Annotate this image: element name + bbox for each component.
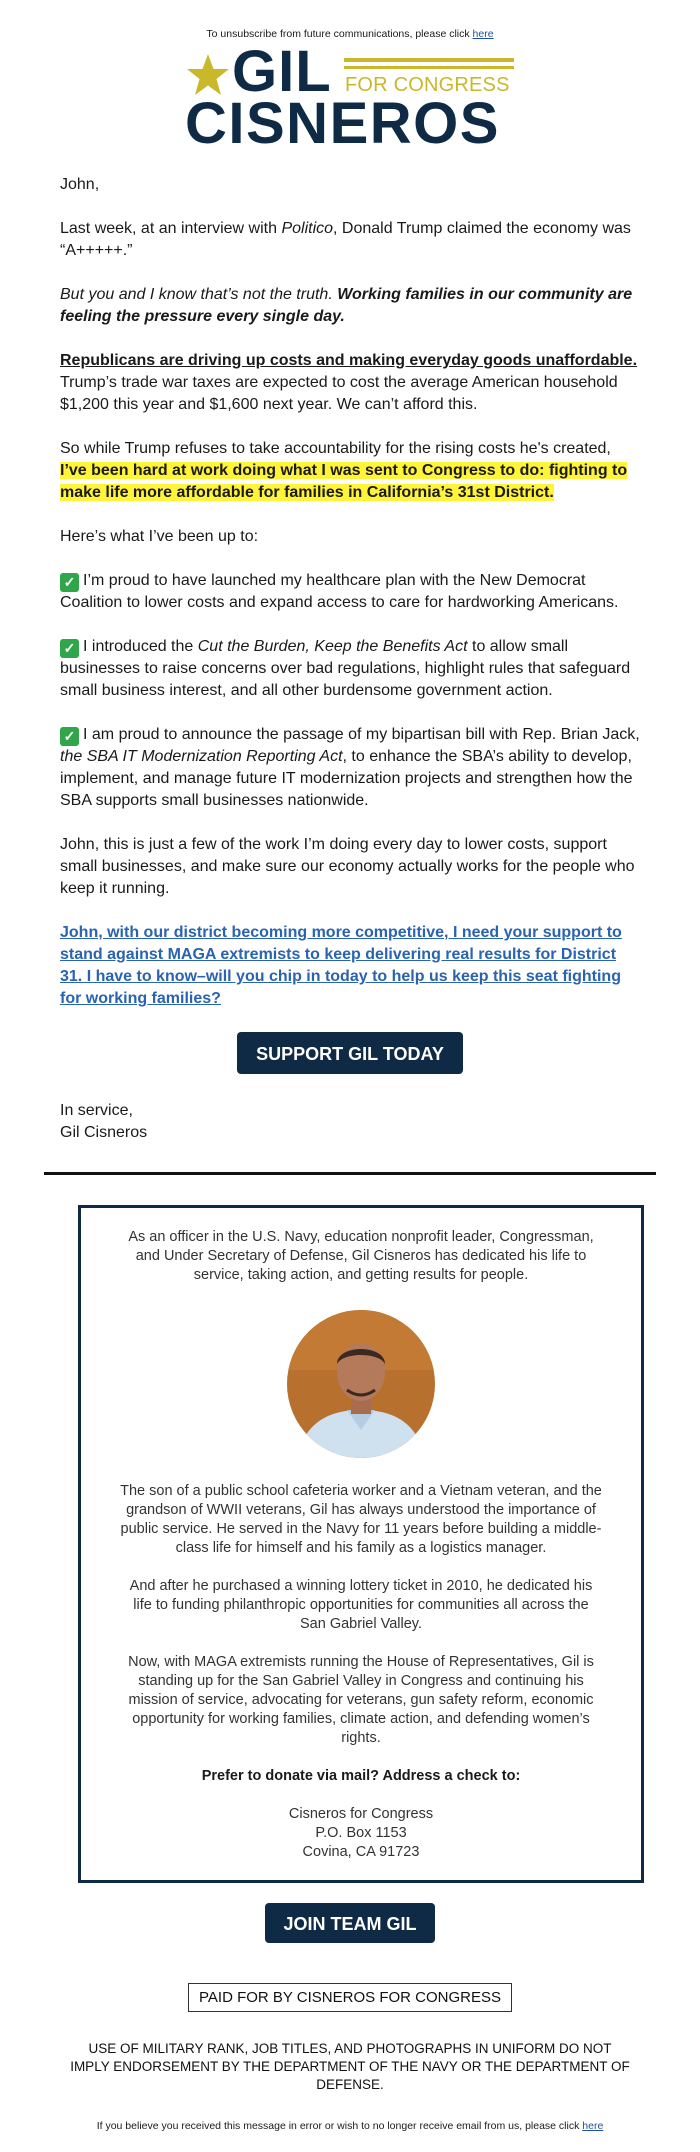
paragraph-intro-list: Here’s what I’ve been up to: [60, 528, 259, 545]
avatar [287, 1310, 435, 1458]
list-item: ✓ I introduced the Cut the Burden, Keep the Benefits Act to allow small businesses to raise concerns over bad regulations, highlight rules that safeguard small business interest, and all other burdensome government action. [60, 638, 631, 699]
paragraph-truth: But you and I know that’s not the truth. Working families in our community are feeling the pressure every single day. [60, 286, 633, 325]
bio-paragraph: And after he purchased a winning lottery ticket in 2010, he dedicated his life to funding philanthropic opportunities for communities all across the San Gabriel Valley. [129, 1578, 593, 1632]
bio-box [78, 1205, 644, 1883]
top-unsubscribe-text: To unsubscribe from future communications, please click [206, 28, 470, 40]
paragraph-summary: John, this is just a few of the work I’m doing every day to lower costs, support small businesses, and make sure our economy actually works for the people who keep it running. [60, 836, 635, 897]
logo-tagline: FOR CONGRESS [345, 74, 510, 96]
signoff-name: Gil Cisneros [60, 1124, 148, 1141]
check-icon: ✓ [60, 573, 79, 592]
logo-last-name: CISNEROS [185, 91, 500, 156]
check-icon: ✓ [60, 639, 79, 658]
campaign-logo [185, 39, 515, 156]
mail-donation-heading: Prefer to donate via mail? Address a check to: [201, 1768, 521, 1784]
letter-body [0, 174, 700, 1144]
divider [44, 1172, 656, 1175]
top-unsubscribe-notice [0, 0, 700, 40]
bottom-unsubscribe-notice [0, 2120, 700, 2152]
logo-rule-bottom [344, 66, 514, 69]
signoff [60, 1100, 640, 1144]
support-gil-button[interactable]: SUPPORT GIL TODAY [237, 1032, 463, 1074]
bottom-unsubscribe-text: If you believe you received this message in error or wish to no longer receive email from us, please click [96, 2120, 580, 2132]
donation-ask-link[interactable]: John, with our district becoming more competitive, I need your support to stand against MAGA extremists to keep delivering real results for District 31. I have to know–will you chip in today to help us keep this seat fighting for working families? [60, 924, 622, 1007]
bottom-unsubscribe-link[interactable]: here [582, 2120, 604, 2132]
highlighted-statement: I’ve been hard at work doing what I was sent to Congress to do: fighting to make life more affordable for families in California’s 31st District. [60, 462, 628, 501]
mailing-address-line: P.O. Box 1153 [315, 1825, 407, 1841]
costs-heading: Republicans are driving up costs and making everyday goods unaffordable. [60, 352, 638, 369]
top-unsubscribe-link[interactable]: here [472, 28, 494, 40]
paid-for-disclosure: PAID FOR BY CISNEROS FOR CONGRESS [188, 1983, 512, 2012]
mailing-address-line: Covina, CA 91723 [302, 1844, 420, 1860]
mailing-address-line: Cisneros for Congress [288, 1806, 434, 1822]
paragraph-accountability: So while Trump refuses to take accountability for the rising costs he's created, I’ve been hard at work doing what I was sent to Congress to do: fighting to make life more affordable for families in California’s 31st District. [60, 440, 628, 501]
list-item: ✓ I am proud to announce the passage of my bipartisan bill with Rep. Brian Jack, the SBA IT Modernization Reporting Act, to enhance the SBA’s ability to develop, implement, and manage future IT modernization projects and strengthen how the SBA supports small businesses nationwide. [60, 726, 640, 809]
bio-intro: As an officer in the U.S. Navy, education nonprofit leader, Congressman, and Under Secretary of Defense, Gil Cisneros has dedicated his life to service, taking action, and getting results for people. [128, 1229, 594, 1283]
paragraph-costs: Republicans are driving up costs and making everyday goods unaffordable. Trump’s trade war taxes are expected to cost the average American household $1,200 this year and $1,600 next year. We can’t afford this. [60, 352, 638, 413]
logo-first-name: GIL [232, 39, 332, 104]
paragraph-politico: Last week, at an interview with Politico, Donald Trump claimed the economy was “A+++++.” [60, 220, 631, 259]
greeting: John, [60, 176, 100, 193]
military-disclaimer: USE OF MILITARY RANK, JOB TITLES, AND PHOTOGRAPHS IN UNIFORM DO NOT IMPLY ENDORSEMENT BY THE DEPARTMENT OF THE NAVY OR THE DEPARTMENT OF DEFENSE. [70, 2041, 630, 2092]
check-icon: ✓ [60, 727, 79, 746]
donation-ask [60, 922, 640, 1010]
join-team-button[interactable]: JOIN TEAM GIL [265, 1903, 435, 1943]
bio-paragraph: Now, with MAGA extremists running the House of Representatives, Gil is standing up for the San Gabriel Valley in Congress and continuing his mission of service, advocating for veterans, gun safety reform, economic opportunity for working families, climate action, and defending women’s rights. [128, 1654, 594, 1746]
bio-paragraph: The son of a public school cafeteria worker and a Vietnam veteran, and the grandson of WWII veterans, Gil has always understood the importance of public service. He served in the Navy for 11 years before building a middle-class life for himself and his family as a logistics manager. [120, 1483, 602, 1556]
list-item: ✓ I’m proud to have launched my healthcare plan with the New Democrat Coalition to lower costs and expand access to care for hardworking Americans. [60, 572, 619, 611]
signoff-line: In service, [60, 1102, 133, 1119]
logo-rule-top [344, 58, 514, 62]
